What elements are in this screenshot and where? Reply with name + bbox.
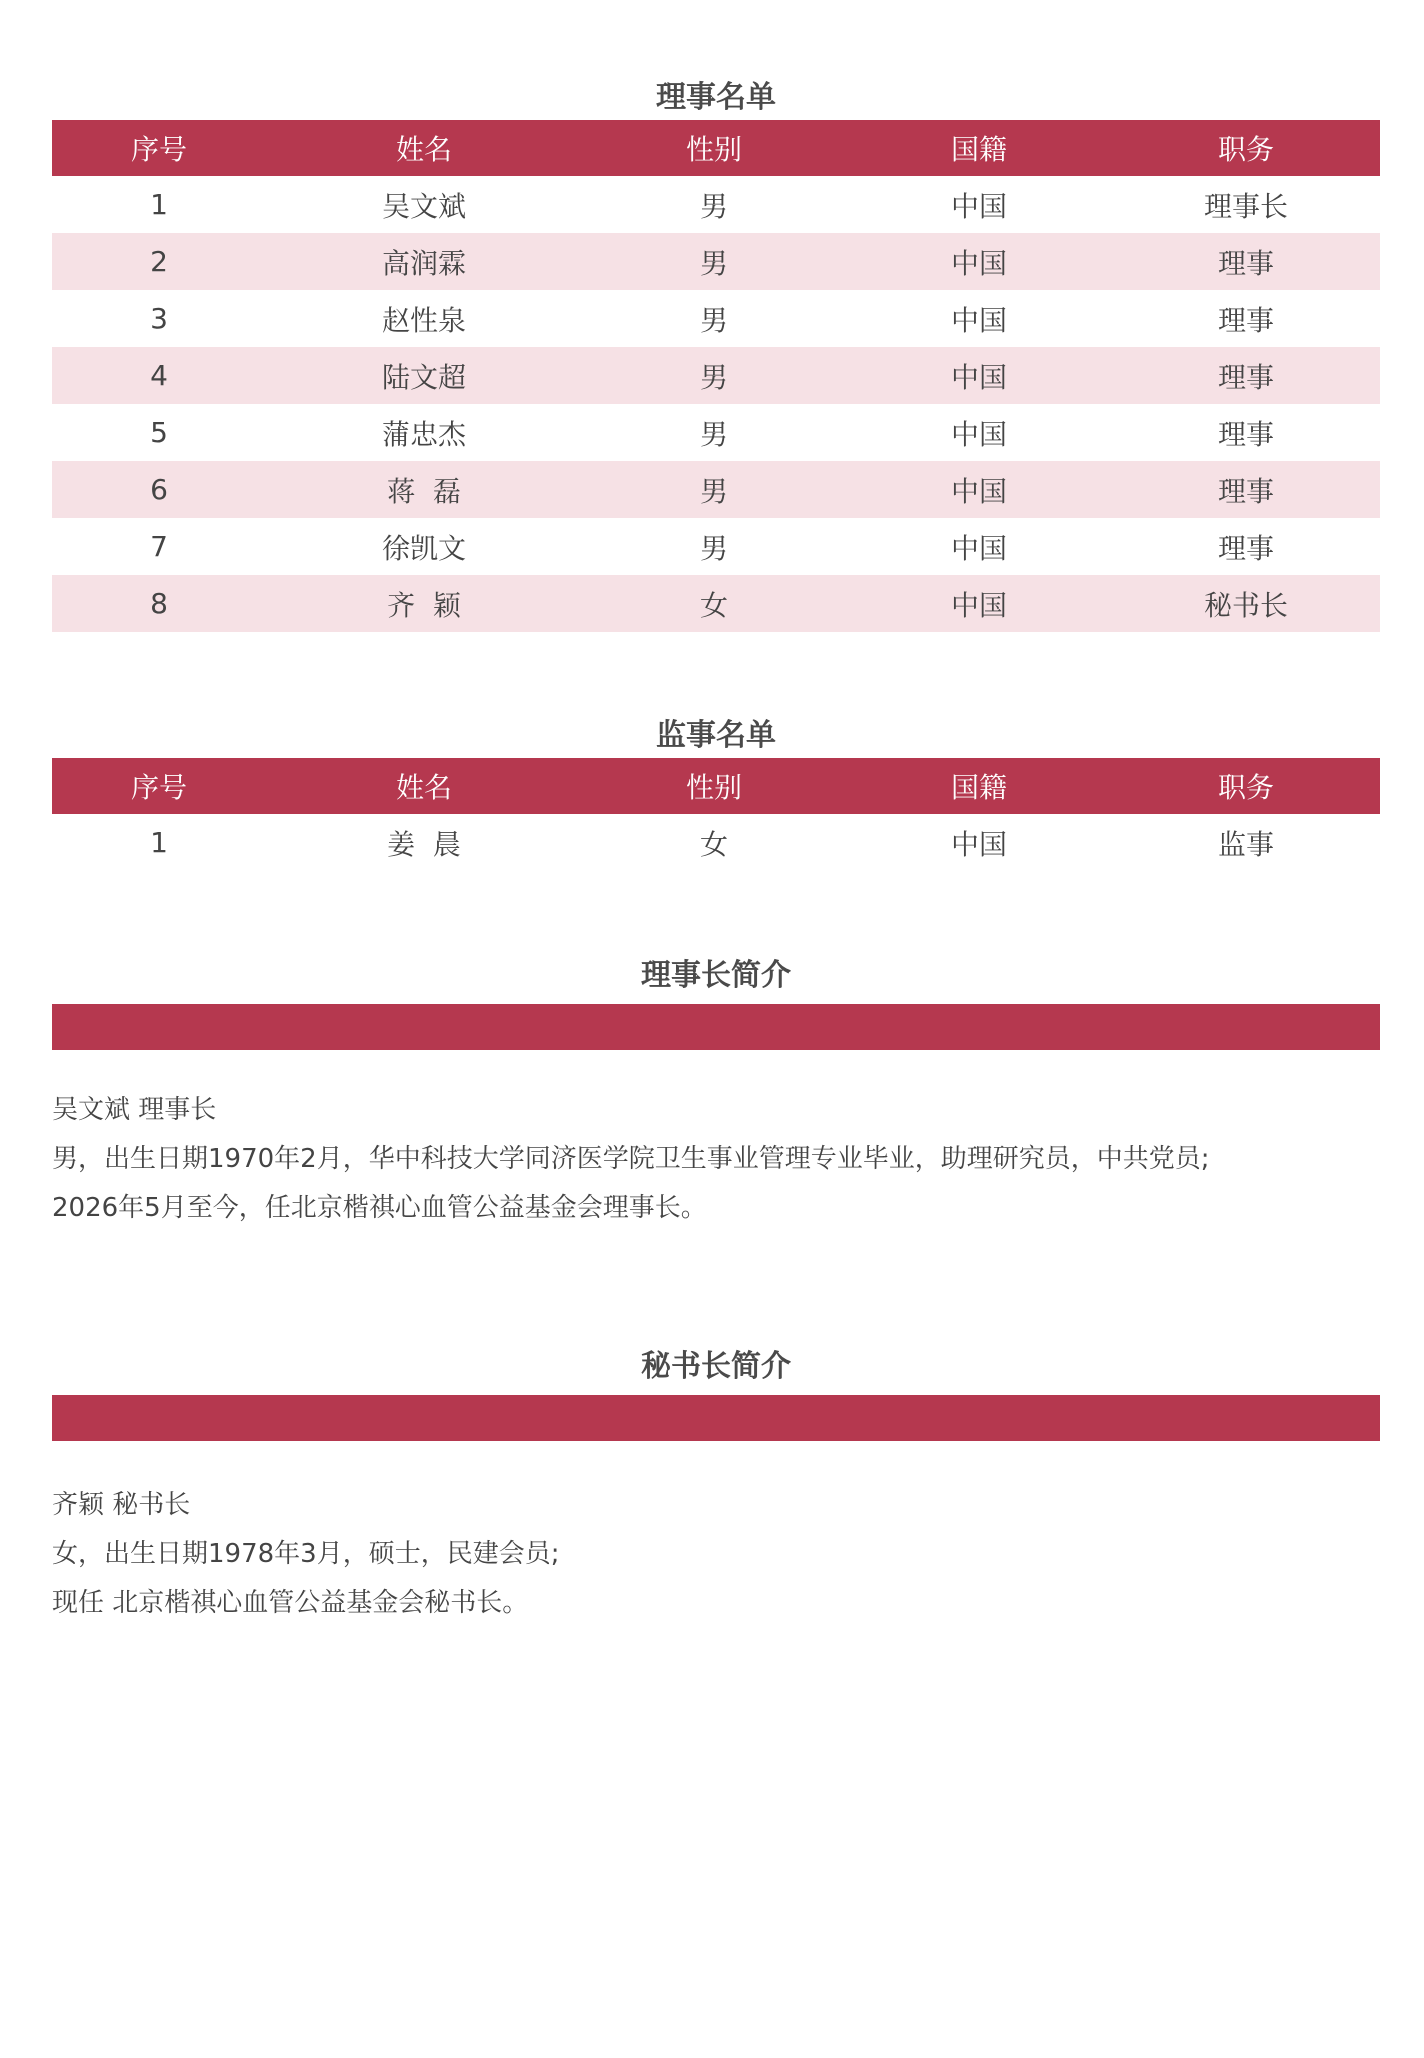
table-row [52, 518, 1380, 575]
header-position: 职务 [1217, 771, 1274, 804]
table-row [52, 575, 1380, 632]
cell-name: 姜 晨 [387, 827, 461, 861]
cell-gender: 女 [699, 588, 728, 622]
chairman-bio-line2: 2026年5月至今，任北京楷祺心血管公益基金会理事长。 [52, 1193, 707, 1223]
table-row [52, 404, 1380, 461]
cell-gender: 男 [699, 531, 728, 565]
cell-position: 理事 [1217, 303, 1274, 337]
cell-gender: 男 [699, 303, 728, 337]
chairman-section [52, 954, 1380, 1233]
cell-nationality: 中国 [950, 588, 1007, 622]
cell-name: 蒋 磊 [387, 474, 461, 508]
cell-position: 理事长 [1203, 189, 1288, 223]
cell-position: 理事 [1217, 360, 1274, 394]
table-row [52, 290, 1380, 347]
table-row [52, 347, 1380, 404]
cell-position: 监事 [1217, 827, 1274, 861]
cell-position: 理事 [1217, 417, 1274, 451]
secretary-name-line: 齐颖 秘书长 [52, 1490, 191, 1520]
header-nationality: 国籍 [950, 771, 1007, 804]
cell-index: 1 [150, 188, 168, 221]
header-gender: 性别 [685, 771, 742, 804]
secretary-bio-line2: 现任 北京楷祺心血管公益基金会秘书长。 [52, 1588, 529, 1618]
supervisor-title: 监事名单 [656, 718, 776, 753]
cell-nationality: 中国 [950, 827, 1007, 861]
secretary-title-bar [52, 1395, 1380, 1441]
secretary-title: 秘书长简介 [641, 1349, 791, 1384]
cell-position: 理事 [1217, 246, 1274, 280]
header-index: 序号 [130, 771, 187, 804]
secretary-section [52, 1345, 1380, 1628]
supervisor-table [52, 758, 1380, 871]
cell-nationality: 中国 [950, 474, 1007, 508]
table-row [52, 461, 1380, 518]
cell-gender: 女 [699, 827, 728, 861]
board-table [52, 120, 1380, 632]
secretary-bio [52, 1481, 1380, 1628]
cell-index: 6 [150, 473, 168, 506]
chairman-title-bar [52, 1004, 1380, 1050]
cell-name: 吴文斌 [381, 189, 466, 223]
supervisor-section [52, 714, 1380, 871]
cell-name: 陆文超 [381, 360, 466, 394]
cell-nationality: 中国 [950, 246, 1007, 280]
cell-index: 2 [150, 245, 168, 278]
cell-gender: 男 [699, 246, 728, 280]
cell-name: 蒲忠杰 [381, 417, 466, 451]
cell-name: 高润霖 [381, 246, 466, 280]
cell-nationality: 中国 [950, 189, 1007, 223]
header-position: 职务 [1217, 133, 1274, 166]
table-row [52, 176, 1380, 233]
board-header-row [52, 120, 1380, 176]
cell-position: 理事 [1217, 474, 1274, 508]
cell-name: 赵性泉 [381, 303, 466, 337]
board-section [52, 76, 1380, 632]
header-name: 姓名 [395, 771, 452, 804]
cell-index: 3 [150, 302, 168, 335]
chairman-bio-line1: 男，出生日期1970年2月，华中科技大学同济医学院卫生事业管理专业毕业，助理研究员，中共党员; [52, 1144, 1210, 1174]
cell-position: 理事 [1217, 531, 1274, 565]
cell-name: 徐凯文 [381, 531, 466, 565]
cell-index: 5 [150, 416, 168, 449]
cell-name: 齐 颖 [387, 588, 461, 622]
cell-nationality: 中国 [950, 417, 1007, 451]
cell-nationality: 中国 [950, 531, 1007, 565]
chairman-title: 理事长简介 [641, 958, 791, 993]
table-row [52, 233, 1380, 290]
cell-index: 1 [150, 826, 168, 859]
cell-gender: 男 [699, 474, 728, 508]
cell-position: 秘书长 [1203, 588, 1288, 622]
cell-gender: 男 [699, 417, 728, 451]
header-index: 序号 [130, 133, 187, 166]
table-row [52, 814, 1380, 871]
cell-nationality: 中国 [950, 360, 1007, 394]
cell-gender: 男 [699, 189, 728, 223]
cell-index: 4 [150, 359, 168, 392]
header-nationality: 国籍 [950, 133, 1007, 166]
board-title: 理事名单 [656, 80, 776, 115]
supervisor-header-row [52, 758, 1380, 814]
cell-gender: 男 [699, 360, 728, 394]
chairman-name-line: 吴文斌 理事长 [52, 1095, 217, 1125]
cell-index: 7 [150, 530, 168, 563]
secretary-bio-line1: 女，出生日期1978年3月，硕士，民建会员; [52, 1539, 560, 1569]
cell-index: 8 [150, 587, 168, 620]
chairman-bio [52, 1086, 1380, 1233]
cell-nationality: 中国 [950, 303, 1007, 337]
header-gender: 性别 [685, 133, 742, 166]
header-name: 姓名 [395, 133, 452, 166]
